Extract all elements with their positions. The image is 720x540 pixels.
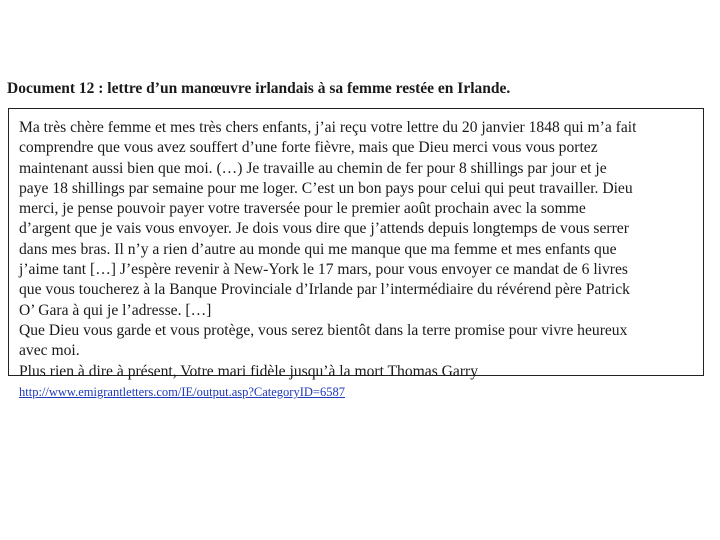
source-link[interactable]: http://www.emigrantletters.com/IE/output.asp?CategoryID=6587: [19, 384, 345, 399]
letter-line: O’ Gara à qui je l’adresse. […]: [19, 301, 212, 319]
letter-line: avec moi.: [19, 342, 80, 360]
letter-line: d’argent que je vais vous envoyer. Je dois vous dire que j’attends depuis longtemps de vous serrer: [19, 220, 629, 238]
document-title: Document 12 : lettre d’un manœuvre irlandais à sa femme restée en Irlande.: [7, 80, 511, 97]
letter-line: Ma très chère femme et mes très chers enfants, j’ai reçu votre lettre du 20 janvier 1848 qui m’a fait: [19, 119, 637, 136]
letter-line: j’aime tant […] J’espère revenir à New-York le 17 mars, pour vous envoyer ce mandat de 6 livres: [19, 261, 628, 279]
letter-line: maintenant aussi bien que moi. (…) Je travaille au chemin de fer pour 8 shillings par jour et je: [19, 159, 607, 177]
letter-line: Que Dieu vous garde et vous protège, vous serez bientôt dans la terre promise pour vivre heureux: [19, 321, 628, 339]
letter-line: dans mes bras. Il n’y a rien d’autre au monde qui me manque que ma femme et mes enfants que: [19, 240, 617, 258]
letter-line: comprendre que vous avez souffert d’une forte fièvre, mais que Dieu merci vous vous portez: [19, 139, 598, 157]
letter-signature-line: Plus rien à dire à présent, Votre mari fidèle jusqu’à la mort Thomas Garry: [19, 362, 479, 380]
letter-line: merci, je pense pouvoir payer votre traversée pour le premier août prochain avec la somme: [19, 200, 586, 218]
letter-line: paye 18 shillings par semaine pour me loger. C’est un bon pays pour celui qui peut travailler. Dieu: [19, 179, 633, 197]
letter-text-box: [8, 108, 704, 399]
letter-line: que vous toucherez à la Banque Provinciale d’Irlande par l’intermédiaire du révérend père Patrick: [19, 281, 630, 299]
